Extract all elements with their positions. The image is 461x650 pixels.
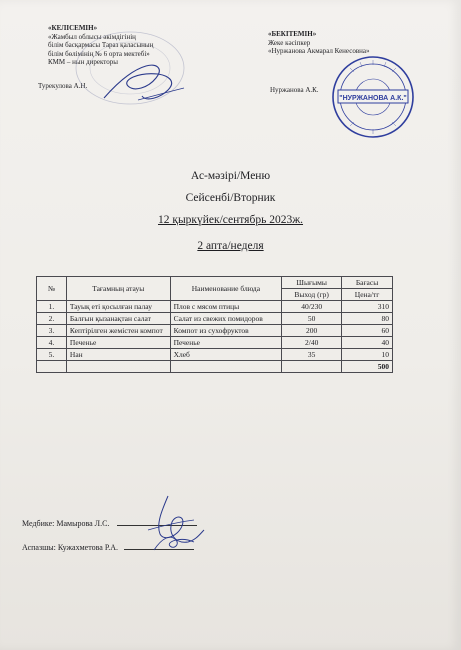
left-approval-line: білім басқармасы Тараз қаласының [48,41,154,49]
header-price-kz: Бағасы [342,277,393,289]
date-title: 12 қыркүйек/сентябрь 2023ж. [157,214,304,226]
row-num: 1. [37,301,67,313]
right-approver-name: Нуржанова А.К. [270,86,319,94]
dish-name-ru: Плов с мясом птицы [170,301,282,313]
table-header-row [37,277,393,289]
left-approval-line: білім бөлімінің № 6 орта мектебі» [48,49,150,58]
dish-name-kz: Тауық еті қосылған палау [66,301,170,313]
dish-price: 310 [342,301,393,313]
company-stamp [330,54,416,140]
nurse-label: Медбике: Мамырова Л.С. [22,519,110,528]
dish-name-kz: Печенье [66,337,170,349]
row-num: 4. [37,337,67,349]
table-row [37,349,393,361]
row-num: 2. [37,313,67,325]
dish-name-ru: Салат из свежих помидоров [170,313,282,325]
dish-yield: 200 [282,325,342,337]
left-approval-title: «КЕЛІСЕМІН» [48,24,98,32]
dish-name-ru: Печенье [170,337,282,349]
header-name-ru: Наименование блюда [170,277,282,301]
menu-table [36,276,393,373]
table-row [37,337,393,349]
dish-name-kz: Нан [66,349,170,361]
stamp-center-text: "НУРЖАНОВА А.К." [339,95,407,102]
right-approval-line: Жеке кәсіпкер [268,38,311,47]
table-row [37,301,393,313]
right-approval-title: «БЕКІТЕМІН» [268,30,317,38]
dish-name-ru: Хлеб [170,349,282,361]
row-num: 5. [37,349,67,361]
dish-yield: 50 [282,313,342,325]
table-row [37,325,393,337]
cook-label: Аспазшы: Кужахметова Р.А. [22,543,119,552]
dish-yield: 40/230 [282,301,342,313]
left-approval-line: «Жамбыл облысы әкімдігінің [48,32,136,41]
dish-price: 60 [342,325,393,337]
row-num: 3. [37,325,67,337]
table-total-row [37,361,393,373]
header-price-ru: Цена/тг [342,289,393,301]
header-name-kz: Тағамның атауы [66,277,170,301]
week-title: 2 апта/неделя [197,240,264,252]
left-approver-name: Турекулова А.Н. [38,82,88,90]
dish-name-kz: Балғын қызанақтан салат [66,313,170,325]
menu-title: Ас-мәзірі/Меню [190,170,271,182]
cook-signature [150,528,200,558]
dish-yield: 2/40 [282,337,342,349]
header-yield-ru: Выход (гр) [282,289,342,301]
dish-name-ru: Компот из сухофруктов [170,325,282,337]
dish-price: 40 [342,337,393,349]
header-num: № [37,277,67,301]
dish-yield: 35 [282,349,342,361]
total-price: 500 [342,361,393,373]
dish-price: 10 [342,349,393,361]
day-title: Сейсенбі/Вторник [185,192,276,204]
right-approval-block [268,30,369,56]
director-signature [98,52,188,112]
dish-name-kz: Кептірілген жемістен компот [66,325,170,337]
left-approval-line: КММ – нын директоры [48,58,118,66]
dish-price: 80 [342,313,393,325]
table-row [37,313,393,325]
right-approval-line: «Нуржанова Акмарал Кенесовна» [268,47,370,55]
header-yield-kz: Шығымы [282,277,342,289]
